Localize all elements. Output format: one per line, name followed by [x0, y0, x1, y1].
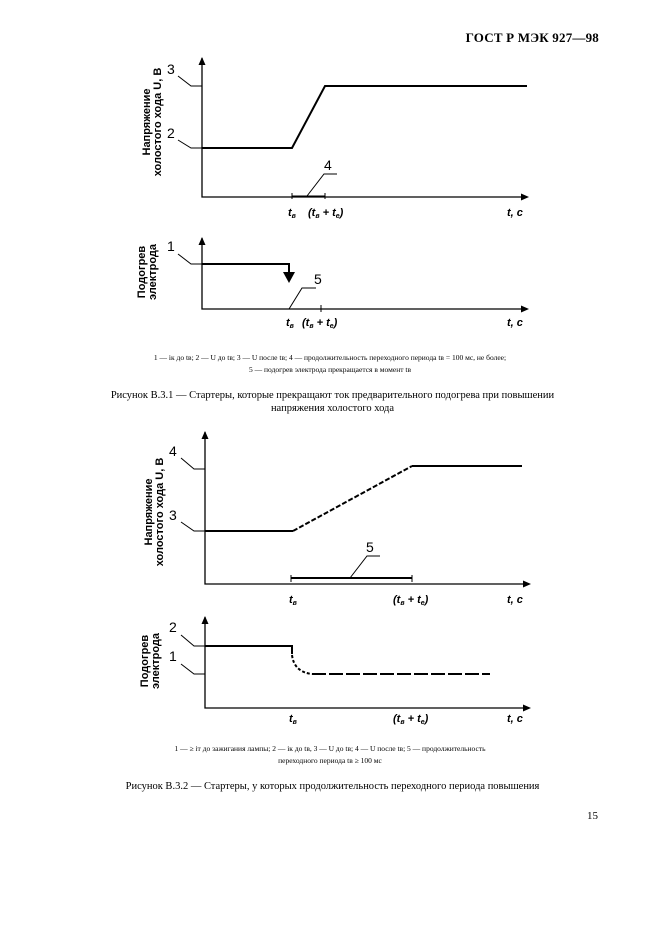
page-number: 15 — [587, 810, 598, 822]
label-4: 4 — [169, 443, 177, 459]
label-1: 1 — [167, 238, 175, 254]
axes — [205, 617, 529, 708]
y-axis-label-line1: Подогрев — [136, 245, 148, 299]
svg-text:(tв + tе): (tв + tе) — [302, 317, 338, 330]
x-tick-labels — [289, 713, 523, 726]
svg-text:t, с: t, с — [507, 713, 523, 725]
y-axis-label-line2: холостого хода U, В — [154, 457, 166, 567]
heating-decay — [292, 655, 312, 674]
label-2: 2 — [167, 125, 175, 141]
y-axis-label-line2: электрода — [150, 632, 162, 690]
label-5: 5 — [366, 539, 374, 555]
figure1-caption: Рисунок В.3.1 — Стартеры, которые прекращают ток предварительного подогрева при повышении напряжения холостого хода — [110, 390, 555, 414]
label-5: 5 — [314, 271, 322, 287]
svg-text:t, с: t, с — [507, 317, 523, 329]
heating-curve-high — [205, 646, 292, 654]
label-4: 4 — [324, 157, 332, 173]
label-2: 2 — [169, 619, 177, 635]
y-axis-label-line2: электрода — [147, 243, 159, 301]
svg-text:t, с: t, с — [507, 207, 523, 219]
figure2-caption: Рисунок В.3.2 — Стартеры, у которых продолжительность переходного периода повышения — [125, 781, 540, 792]
svg-text:(tв + tе): (tв + tе) — [393, 713, 429, 726]
y-axis-label-line1: Подогрев — [139, 634, 151, 688]
svg-text:tв: tв — [286, 317, 294, 330]
document-number: ГОСТ Р МЭК 927—98 — [465, 30, 599, 45]
label-1: 1 — [169, 648, 177, 664]
figure2-legend: 1 — ≥ iт до зажигания лампы; 2 — iк до tв, 3 — U до tв; 4 — U после tв; 5 — продолжительность переходного периода tв ≥ 100 мс — [174, 744, 486, 765]
svg-text:(tв + tе): (tв + tе) — [393, 594, 429, 607]
svg-text:t, с: t, с — [507, 594, 523, 606]
label-3: 3 — [169, 507, 177, 523]
svg-text:tв: tв — [289, 594, 297, 607]
figure1-legend: 1 — iк до tв; 2 — U до tв; 3 — U после tв; 4 — продолжительность переходного периода tв = 100 мс, не более; 5 — подогрев электрода прекращается в момент tв — [153, 353, 507, 374]
svg-text:tв: tв — [288, 207, 296, 220]
y-axis-label-line2: холостого хода U, В — [152, 67, 164, 177]
svg-text:(tв + tе): (tв + tе) — [308, 207, 344, 220]
y-axis-label-line1: Напряжение — [143, 478, 155, 546]
label-3: 3 — [167, 61, 175, 77]
svg-text:tв: tв — [289, 713, 297, 726]
y-axis-label-line1: Напряжение — [141, 88, 153, 156]
